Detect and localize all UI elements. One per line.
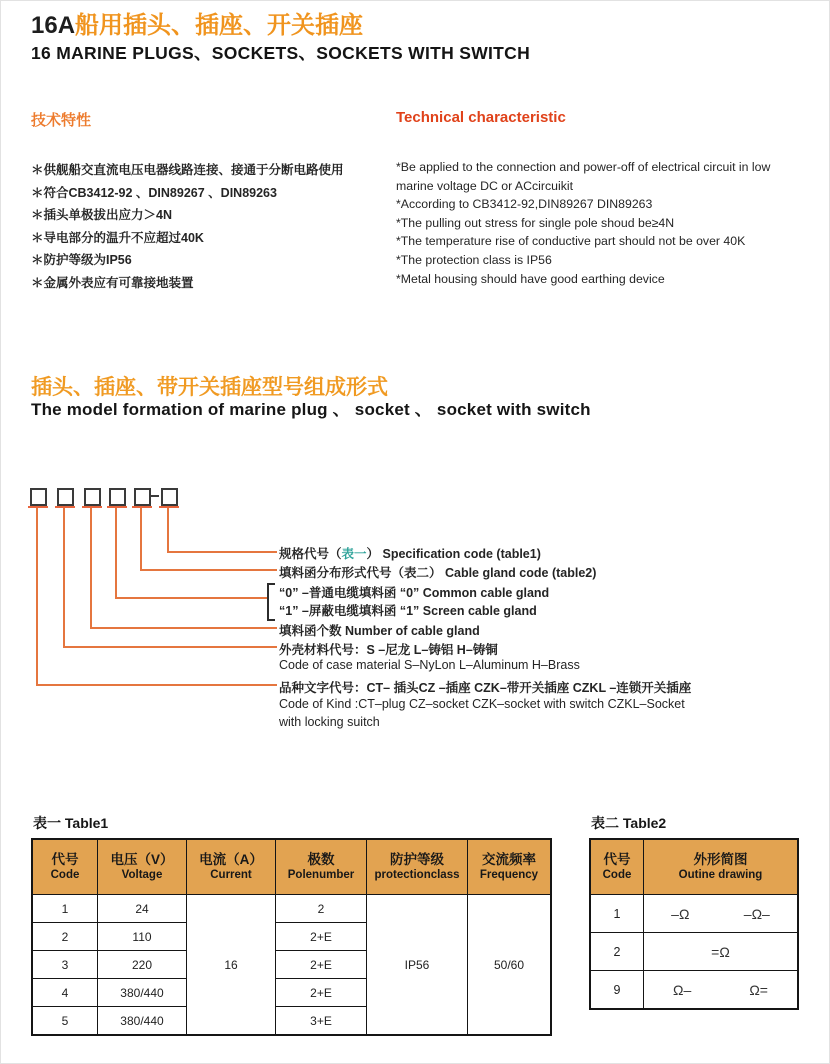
cell-voltage: 380/440 <box>98 1007 187 1036</box>
page-title-chinese: 船用插头、插座、开关插座 <box>75 12 364 39</box>
cell-frequency-merged: 50/60 <box>468 895 552 1036</box>
header-cn: 电流（A） <box>199 852 263 867</box>
table2-header-row <box>590 839 798 895</box>
cell-code: 2 <box>32 923 98 951</box>
box-underline <box>159 506 179 508</box>
outline-drawing-symbol: Ω– <box>673 981 692 998</box>
label-spec-table-ref: 表一 <box>341 547 367 561</box>
table1-caption: 表一 Table1 <box>33 815 109 831</box>
table2-header-drawing <box>644 839 799 895</box>
cell-voltage: 24 <box>98 895 187 923</box>
page-title-prefix: 16A <box>31 12 76 39</box>
tech-item-cn: ＊防护等级为IP56 <box>31 253 132 267</box>
tech-item-en: *The pulling out stress for single pole shoud be≥4N <box>396 215 675 230</box>
cell-code: 2 <box>590 933 644 971</box>
cell-pole: 3+E <box>276 1007 367 1036</box>
table1-header-row <box>32 839 551 895</box>
header-cn: 代号 <box>51 852 79 867</box>
tech-item-en: *The protection class is IP56 <box>396 252 552 267</box>
tech-heading-en: Technical characteristic <box>396 109 566 126</box>
cell-drawing <box>644 933 799 971</box>
tech-heading-cn: 技术特性 <box>31 112 92 129</box>
cell-code: 4 <box>32 979 98 1007</box>
gland-bracket <box>267 583 275 621</box>
tech-list-en <box>396 158 798 288</box>
table1-header-code <box>32 839 98 895</box>
table1-section <box>31 813 552 1036</box>
connector-line <box>115 508 117 599</box>
box-underline <box>107 506 127 508</box>
model-digit-box-2 <box>57 488 74 506</box>
connector-line <box>36 684 277 686</box>
connector-line <box>115 597 267 599</box>
cell-pole: 2+E <box>276 923 367 951</box>
header-en: Code <box>50 869 80 881</box>
table-row <box>590 971 798 1010</box>
box-underline <box>82 506 102 508</box>
page-subtitle: 16 MARINE PLUGS、SOCKETS、SOCKETS WITH SWITCH <box>31 43 531 63</box>
cell-code: 5 <box>32 1007 98 1036</box>
model-digit-box-6 <box>161 488 178 506</box>
label-gland-0: “0” –普通电缆填料函 “0” Common cable gland <box>279 586 550 600</box>
header-cn: 代号 <box>603 852 631 867</box>
header-en: Polenumber <box>287 869 355 881</box>
label-case-cn: 外壳材料代号：S –尼龙 L–铸铝 H–铸铜 <box>279 643 498 657</box>
label-spec-code <box>279 544 541 562</box>
header-en: Voltage <box>121 869 163 881</box>
tech-item-en: *The temperature rise of conductive part should not be over 40K <box>396 234 746 249</box>
connector-line <box>140 508 142 571</box>
connector-line <box>90 508 92 629</box>
header-cn: 外形简图 <box>693 852 748 867</box>
model-digit-box-4 <box>109 488 126 506</box>
tech-item-en: *Metal housing should have good earthing device <box>396 271 665 286</box>
table-row <box>32 895 551 923</box>
header-cn: 极数 <box>307 852 335 867</box>
header-en: Frequency <box>479 869 539 881</box>
model-digit-box-5 <box>134 488 151 506</box>
table1 <box>31 838 552 1036</box>
model-dash <box>151 495 159 497</box>
table2-header-code <box>590 839 644 895</box>
outline-drawing-symbol: –Ω <box>671 905 690 922</box>
label-gland-count: 填料函个数 Number of cable gland <box>279 624 480 638</box>
header-en: Code <box>602 869 632 881</box>
header-en: Current <box>210 869 252 881</box>
table2-caption: 表二 Table2 <box>591 815 667 831</box>
label-kind-en-1: Code of Kind :CT–plug CZ–socket CZK–socket with switch CZKL–Socket <box>279 697 685 711</box>
table2-section <box>589 813 799 1010</box>
outline-drawing-symbol: –Ω– <box>743 905 770 922</box>
connector-line <box>36 508 38 686</box>
cell-code: 1 <box>590 895 644 933</box>
outline-drawing-symbol: =Ω <box>711 943 730 960</box>
cell-current-merged: 16 <box>187 895 276 1036</box>
model-digit-box-3 <box>84 488 101 506</box>
cell-voltage: 220 <box>98 951 187 979</box>
cell-pole: 2+E <box>276 979 367 1007</box>
model-digit-box-1 <box>30 488 47 506</box>
connector-line <box>167 551 277 553</box>
table1-header-polenumber <box>276 839 367 895</box>
connector-line <box>167 508 169 553</box>
connector-line <box>63 646 277 648</box>
cell-pole: 2 <box>276 895 367 923</box>
table1-header-current <box>187 839 276 895</box>
tech-item-cn: ＊导电部分的温升不应超过40K <box>31 230 204 245</box>
cell-code: 3 <box>32 951 98 979</box>
label-kind-cn: 品种文字代号：CT– 插头CZ –插座 CZK–带开关插座 CZKL –连锁开关插座 <box>279 681 692 695</box>
label-gland-1: “1” –屏蔽电缆填料函 “1” Screen cable gland <box>279 604 537 618</box>
cell-pole: 2+E <box>276 951 367 979</box>
box-underline <box>132 506 152 508</box>
table-row <box>590 933 798 971</box>
cell-drawing <box>644 895 799 933</box>
page-title <box>31 13 363 39</box>
cell-drawing <box>644 971 799 1010</box>
cell-voltage: 380/440 <box>98 979 187 1007</box>
tech-item-en: *According to CB3412-92,DIN89267 DIN89263 <box>396 197 653 212</box>
cell-voltage: 110 <box>98 923 187 951</box>
label-case-en: Code of case material S–NyLon L–Aluminum H–Brass <box>279 658 580 672</box>
header-cn: 防护等级 <box>390 852 444 867</box>
tech-item-cn: ＊金属外表应有可靠接地装置 <box>31 275 194 290</box>
tech-item-cn: ＊插头单极拔出应力＞4N <box>31 208 172 222</box>
tech-item-cn: ＊符合CB3412-92 、DIN89267 、DIN89263 <box>31 185 277 200</box>
cell-code: 9 <box>590 971 644 1010</box>
connector-line <box>140 569 277 571</box>
cell-protection-merged: IP56 <box>367 895 468 1036</box>
box-underline <box>28 506 48 508</box>
model-heading-cn: 插头、插座、带开关插座型号组成形式 <box>31 376 388 399</box>
cell-code: 1 <box>32 895 98 923</box>
box-underline <box>55 506 75 508</box>
label-gland-code: 填料函分布形式代号（表二） Cable gland code (table2) <box>279 566 597 580</box>
label-spec-prefix: 规格代号（ <box>279 547 342 561</box>
model-heading-en: The model formation of marine plug 、 socket 、 socket with switch <box>31 400 591 419</box>
outline-drawing-symbol: Ω= <box>749 981 768 998</box>
label-spec-suffix: ） Specification code (table1) <box>366 547 541 561</box>
tech-item-en: *Be applied to the connection and power-off of electrical circuit in low marine voltage DC or ACcircuikit <box>396 160 771 193</box>
tech-item-cn: ＊供舰船交直流电压电器线路连接、接通于分断电路使用 <box>31 163 344 177</box>
header-cn: 电压（V） <box>110 852 174 867</box>
table1-header-protection <box>367 839 468 895</box>
table2 <box>589 838 799 1010</box>
connector-line <box>63 508 65 648</box>
label-kind-en-2: with locking suitch <box>279 715 380 729</box>
tech-list-cn <box>31 159 391 294</box>
header-cn: 交流频率 <box>482 852 536 867</box>
table-row <box>590 895 798 933</box>
table1-header-frequency <box>468 839 552 895</box>
header-en: Outine drawing <box>678 869 763 881</box>
table1-header-voltage <box>98 839 187 895</box>
header-en: protectionclass <box>374 869 460 881</box>
connector-line <box>90 627 277 629</box>
